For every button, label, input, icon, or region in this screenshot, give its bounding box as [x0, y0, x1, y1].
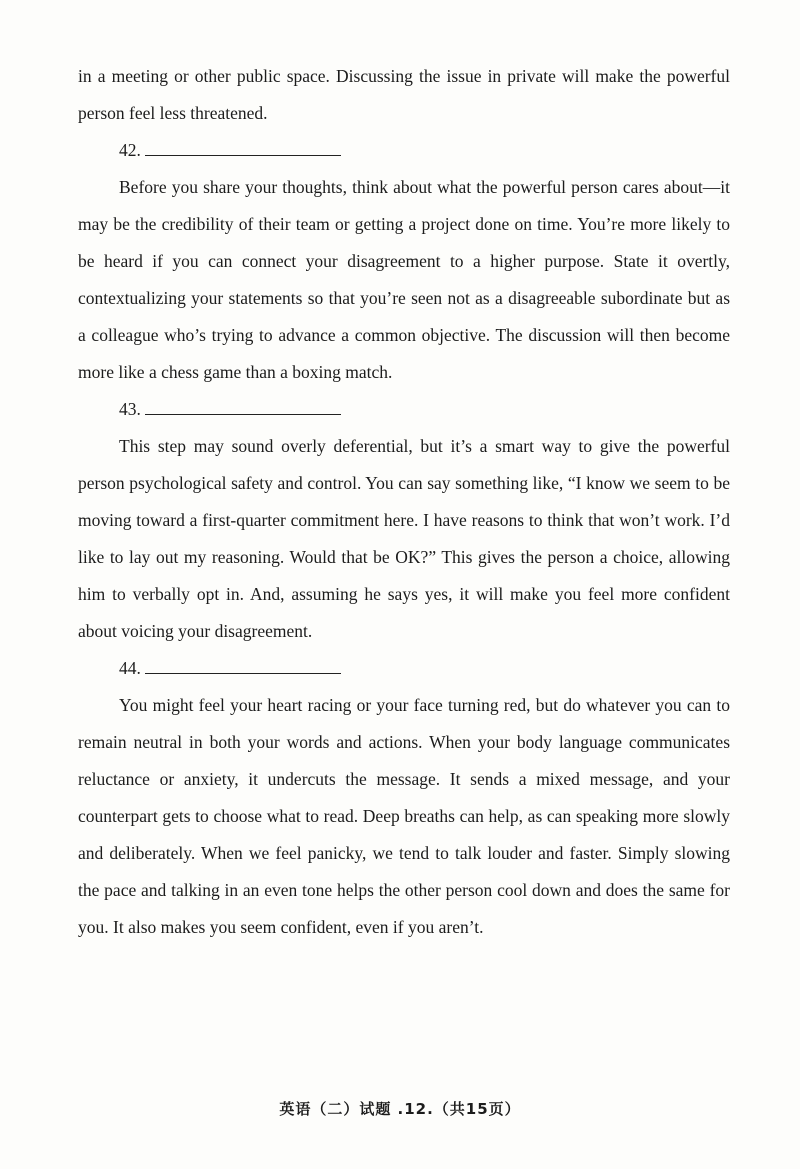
paragraph-higher-purpose: Before you share your thoughts, think about what the powerful person cares about—it may be the credibility of their team or getting a project done on time. You’re more likely to be heard if you can connect your disagreement to a higher purpose. State it overtly, contextualizing your statements so that you’re seen not as a disagreeable subordinate but as a colleague who’s trying to advance a common objective. The discussion will then become more like a chess game than a boxing match.: [78, 177, 730, 382]
answer-blank-42[interactable]: [145, 137, 341, 156]
question-43-blank: [78, 391, 730, 428]
answer-blank-44[interactable]: [145, 655, 341, 674]
question-number-44: 44.: [119, 658, 141, 678]
paragraph-stay-calm: You might feel your heart racing or your face turning red, but do whatever you can to remain neutral in both your words and actions. When your body language communicates reluctance or anxiety, it undercuts the message. It sends a mixed message, and your counterpart gets to choose what to read. Deep breaths can help, as can speaking more slowly and deliberately. When we feel panicky, we tend to talk louder and faster. Simply slowing the pace and talking in an even tone helps the other person cool down and does the same for you. It also makes you seem confident, even if you aren’t.: [78, 695, 730, 937]
document-body: [78, 58, 730, 946]
question-42-blank: [78, 132, 730, 169]
question-number-42: 42.: [119, 140, 141, 160]
paragraph-continuation: in a meeting or other public space. Discussing the issue in private will make the powerful person feel less threatened.: [78, 66, 730, 123]
question-number-43: 43.: [119, 399, 141, 419]
page-footer: 英语（二）试题 .12.（共15页）: [279, 1100, 521, 1118]
paragraph-ask-permission: This step may sound overly deferential, but it’s a smart way to give the powerful person psychological safety and control. You can say something like, “I know we seem to be moving toward a first-quarter commitment here. I have reasons to think that won’t work. I’d like to lay out my reasoning. Would that be OK?” This gives the person a choice, allowing him to verbally opt in. And, assuming he says yes, it will make you feel more confident about voicing your disagreement.: [78, 436, 730, 641]
answer-blank-43[interactable]: [145, 396, 341, 415]
question-44-blank: [78, 650, 730, 687]
